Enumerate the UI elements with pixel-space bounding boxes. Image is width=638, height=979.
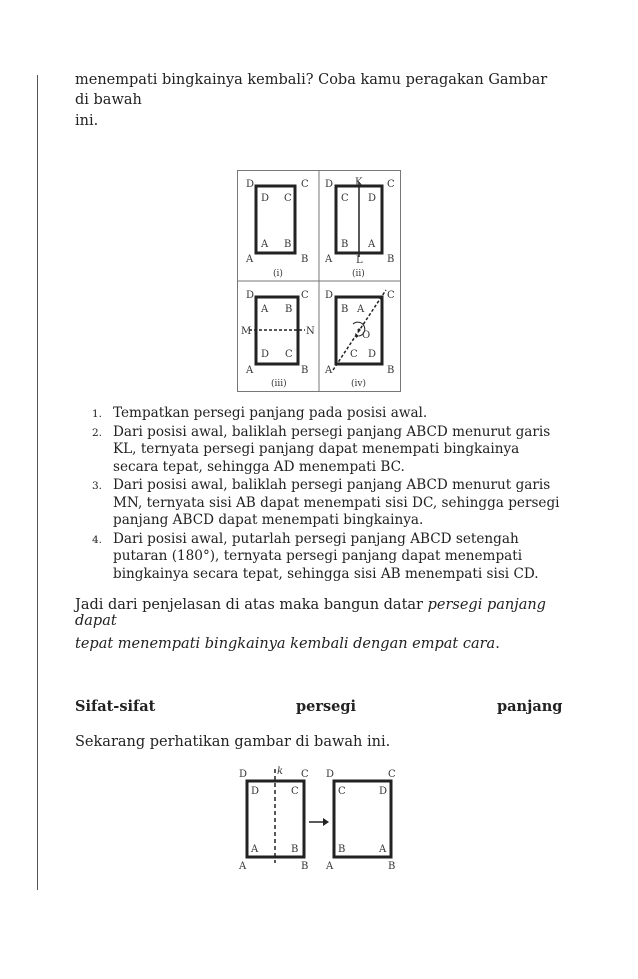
fig2-left-outer-a: A (239, 861, 247, 872)
panel-iv-inner-c: C (350, 349, 358, 360)
panel-ii-inner-c: C (341, 193, 349, 204)
list-item (92, 405, 568, 423)
panel-ii-inner-a: A (368, 239, 376, 250)
panel-iii-inner-a: A (261, 304, 269, 315)
list-item (92, 531, 568, 584)
fig2-right-inner-a: A (379, 844, 387, 855)
list-item (92, 477, 568, 530)
conclusion-line1 (75, 597, 565, 629)
fig2-left-outer-b: B (301, 861, 309, 872)
panel-ii-inner-d: D (368, 193, 377, 204)
panel-i-inner-c: C (284, 193, 292, 204)
panel-iv-outer-b: B (387, 365, 395, 376)
section-heading-word2: persegi (296, 698, 357, 715)
step-number: 1. (92, 408, 103, 420)
prompt-paragraph: Sekarang perhatikan gambar di bawah ini. (75, 734, 391, 750)
panel-iv-inner-b: B (341, 304, 349, 315)
step-text: Dari posisi awal, baliklah persegi panjang ABCD menurut garis KL, ternyata persegi panjang dapat menempati bingkainya secara tepat, sehingga AD menempati BC. (113, 423, 551, 475)
fig2-right-outer-a: A (326, 861, 334, 872)
fig2-right-inner-b: B (338, 844, 346, 855)
panel-iii-outer-b: B (301, 365, 309, 376)
panel-iv-outer-c: C (387, 290, 395, 301)
fig2-left-inner-c: C (291, 786, 299, 797)
panel-iv-inner-d: D (368, 349, 377, 360)
step-number: 4. (92, 533, 103, 546)
panel-i-outer-d: D (246, 179, 255, 190)
step-number: 2. (92, 426, 103, 439)
panel-i-outer-a: A (246, 254, 254, 265)
fig2-right-outer-b: B (388, 861, 396, 872)
fig2-left-outer-d: D (239, 769, 248, 780)
step-text: Dari posisi awal, putarlah persegi panjang ABCD setengah putaran (180°), ternyata persegi panjang dapat menempati bingkainya secara tepat, sehingga sisi AB menempati sisi CD. (113, 530, 539, 582)
panel-ii-caption: (ii) (352, 269, 365, 279)
panel-i-caption: (i) (273, 269, 283, 279)
intro-paragraph-line1: menempati bingkainya kembali? Coba kamu peragakan Gambar di bawah (75, 72, 548, 108)
fig2-right-inner-c: C (338, 786, 346, 797)
panel-iii-inner-b: B (285, 304, 293, 315)
figure-rectangle-fold (237, 763, 407, 873)
fig2-fold-k: k (277, 766, 284, 777)
panel-iii-outer-a: A (246, 365, 254, 376)
panel-iv-inner-a: A (357, 304, 365, 315)
fig2-right-outer-d: D (326, 769, 335, 780)
step-number: 3. (92, 480, 103, 492)
panel-iii-outer-c: C (301, 290, 309, 301)
conclusion-end: . (495, 636, 500, 652)
panel-i-outer-b: B (301, 254, 309, 265)
panel-iii-inner-d: D (261, 349, 270, 360)
panel-i-inner-b: B (284, 239, 292, 250)
arrow-right-icon (309, 818, 329, 826)
fig2-left-inner-b: B (291, 844, 299, 855)
step-text: Tempatkan persegi panjang pada posisi awal. (113, 405, 428, 421)
panel-iv-outer-d: D (325, 290, 334, 301)
section-heading-word1: Sifat-sifat (75, 698, 156, 715)
panel-iii-caption: (iii) (271, 379, 287, 389)
panel-ii-outer-a: A (325, 254, 333, 265)
figure-rectangle-symmetry (237, 170, 401, 392)
panel-iii-outer-d: D (246, 290, 255, 301)
list-item (92, 424, 568, 477)
conclusion-line2 (75, 636, 565, 652)
panel-iii-fold-n: N (306, 326, 315, 337)
steps-list (92, 405, 568, 584)
panel-ii-fold-l: L (356, 255, 363, 266)
panel-ii-inner-b: B (341, 239, 349, 250)
panel-iii-inner-c: C (285, 349, 293, 360)
panel-iv-outer-a: A (325, 365, 333, 376)
intro-paragraph-line2: ini. (75, 113, 99, 129)
fig2-left-inner-a: A (251, 844, 259, 855)
fig2-right-outer-c: C (388, 769, 396, 780)
conclusion-italic-2: tepat menempati bingkainya kembali dengan empat cara (75, 636, 496, 652)
panel-iv-center-o: O (362, 330, 371, 341)
panel-ii-outer-d: D (325, 179, 334, 190)
panel-i-outer-c: C (301, 179, 309, 190)
conclusion-italic-1: persegi panjang dapat (75, 597, 546, 629)
fig2-left-inner-d: D (251, 786, 260, 797)
page-margin-line (37, 75, 38, 890)
panel-i-inner-a: A (261, 239, 269, 250)
panel-ii-fold-k: K (355, 177, 363, 188)
panel-i-inner-d: D (261, 193, 270, 204)
panel-ii-outer-c: C (387, 179, 395, 190)
panel-iv-caption: (iv) (351, 379, 366, 389)
fig2-left-outer-c: C (301, 769, 309, 780)
fig2-right-inner-d: D (379, 786, 388, 797)
section-heading-word3: panjang (497, 698, 563, 715)
conclusion-plain: Jadi dari penjelasan di atas maka bangun datar (75, 597, 428, 613)
panel-ii-outer-b: B (387, 254, 395, 265)
panel-iii-fold-m: M (241, 326, 252, 337)
step-text: Dari posisi awal, baliklah persegi panjang ABCD menurut garis MN, ternyata sisi AB dapat menempati sisi DC, sehingga persegi panjang ABCD dapat menempati bingkainya. (113, 477, 560, 528)
